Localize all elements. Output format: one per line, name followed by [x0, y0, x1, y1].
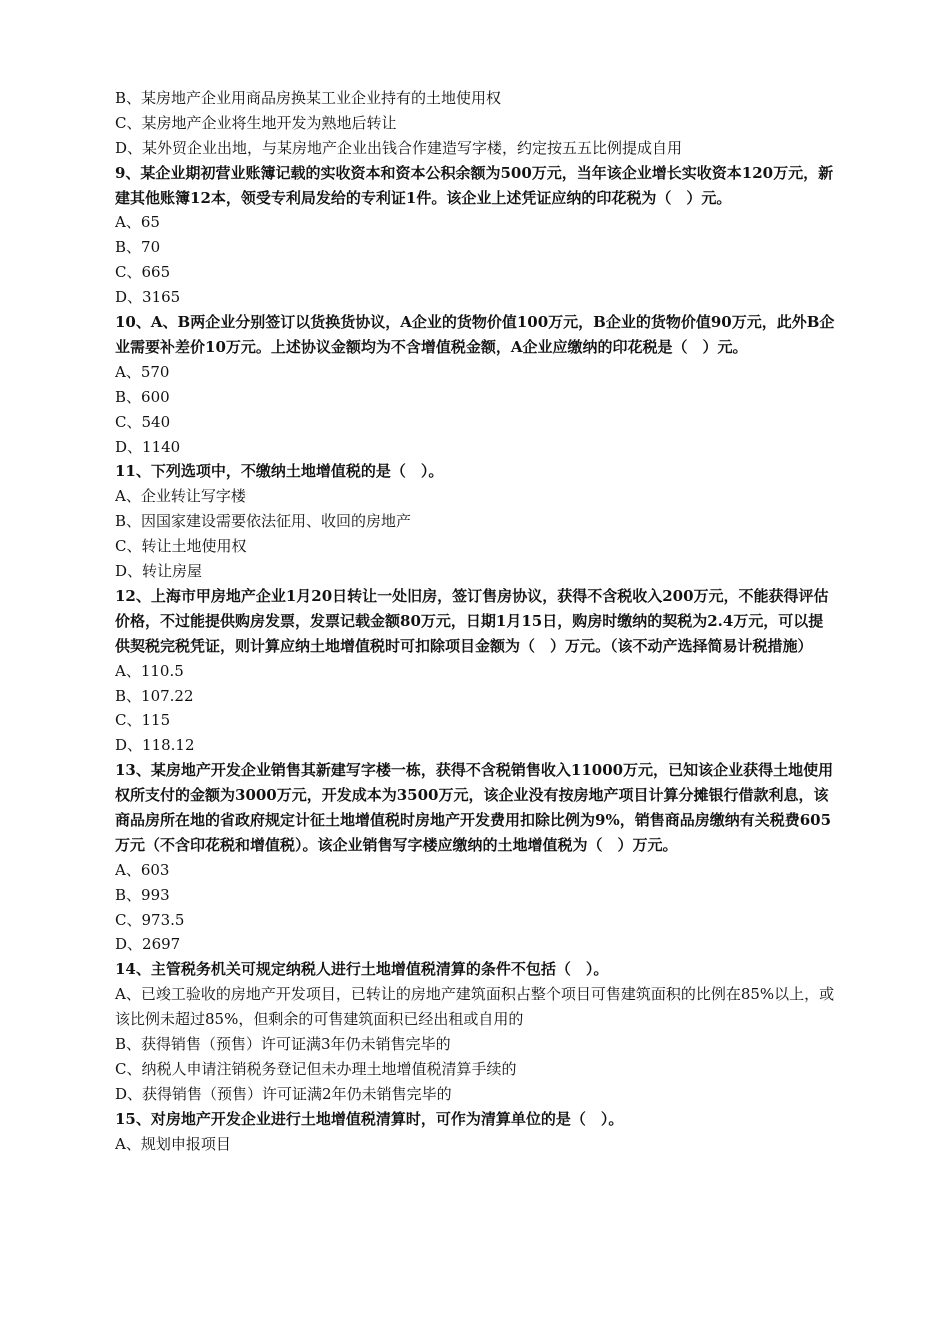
question-text: 9、某企业期初营业账簿记载的实收资本和资本公积余额为500万元，当年该企业增长实收资本120万元，新建其他账簿12本，领受专利局发给的专利证1件。该企业上述凭证应纳的印花税为（ ）元。 — [115, 163, 834, 207]
answer-option: C、540 — [115, 412, 171, 431]
question-text: 13、某房地产开发企业销售其新建写字楼一栋，获得不含税销售收入11000万元，已知该企业获得土地使用权所支付的金额为3000万元，开发成本为3500万元，该企业没有按房地产项目计算分摊银行借款利息，该商品房所在地的省政府规定计征土地增值税时房地产开发费用扣除比例为9%，销售商品房缴纳有关税费605万元（不含印花税和增值税）。该企业销售写字楼应缴纳的土地增值税为（ ）万元。 — [115, 761, 834, 854]
answer-option: B、107.22 — [115, 686, 194, 705]
answer-option: C、纳税人申请注销税务登记但未办理土地增值税清算手续的 — [115, 1059, 517, 1078]
answer-option: B、600 — [115, 387, 170, 406]
answer-option: D、118.12 — [115, 736, 195, 755]
answer-option: C、转让土地使用权 — [115, 537, 247, 556]
answer-option: A、570 — [115, 362, 170, 381]
answer-option: B、因国家建设需要依法征用、收回的房地产 — [115, 512, 412, 531]
answer-option: B、70 — [115, 238, 161, 257]
answer-option: A、110.5 — [115, 661, 184, 680]
answer-option: D、某外贸企业出地，与某房地产企业出钱合作建造写字楼，约定按五五比例提成自用 — [115, 138, 683, 157]
answer-option: B、获得销售（预售）许可证满3年仍未销售完毕的 — [115, 1035, 451, 1054]
answer-option: D、转让房屋 — [115, 562, 203, 580]
question-text: 11、下列选项中，不缴纳土地增值税的是（ ）。 — [115, 462, 444, 481]
answer-option: A、已竣工验收的房地产开发项目，已转让的房地产建筑面积占整个项目可售建筑面积的比例在85%以上，或该比例未超过85%，但剩余的可售建筑面积已经出租或自用的 — [115, 985, 835, 1029]
answer-option: A、603 — [115, 860, 170, 879]
answer-option: D、获得销售（预售）许可证满2年仍未销售完毕的 — [115, 1084, 452, 1103]
question-text: 15、对房地产开发企业进行土地增值税清算时，可作为清算单位的是（ ）。 — [115, 1109, 624, 1128]
answer-option: D、3165 — [115, 288, 181, 307]
answer-option: C、665 — [115, 263, 171, 282]
answer-option: D、2697 — [115, 935, 181, 954]
answer-option: C、某房地产企业将生地开发为熟地后转让 — [115, 113, 397, 132]
answer-option: B、993 — [115, 885, 170, 904]
answer-option: A、65 — [115, 213, 160, 232]
answer-option: B、某房地产企业用商品房换某工业企业持有的土地使用权 — [115, 89, 502, 107]
question-text: 14、主管税务机关可规定纳税人进行土地增值税清算的条件不包括（ ）。 — [115, 960, 609, 979]
question-text: 12、上海市甲房地产企业1月20日转让一处旧房，签订售房协议，获得不含税收入200万元，不能获得评估价格，不过能提供购房发票，发票记载金额80万元，日期1月15日，购房时缴纳的契税为2.4万元，可以提供契税完税凭证，则计算应纳土地增值税时可扣除项目金额为（ ）万元。（该不动产选择简易计税措施） — [115, 586, 829, 655]
document-page — [115, 86, 835, 1157]
answer-option: C、115 — [115, 711, 171, 730]
answer-option: A、企业转让写字楼 — [115, 487, 246, 506]
answer-option: D、1140 — [115, 437, 181, 456]
question-text: 10、A、B两企业分别签订以货换货协议，A企业的货物价值100万元，B企业的货物价值90万元，此外B企业需要补差价10万元。上述协议金额均为不含增值税金额，A企业应缴纳的印花税是（ ）元。 — [115, 313, 835, 356]
answer-option: C、973.5 — [115, 910, 185, 929]
answer-option: A、规划申报项目 — [115, 1134, 231, 1153]
